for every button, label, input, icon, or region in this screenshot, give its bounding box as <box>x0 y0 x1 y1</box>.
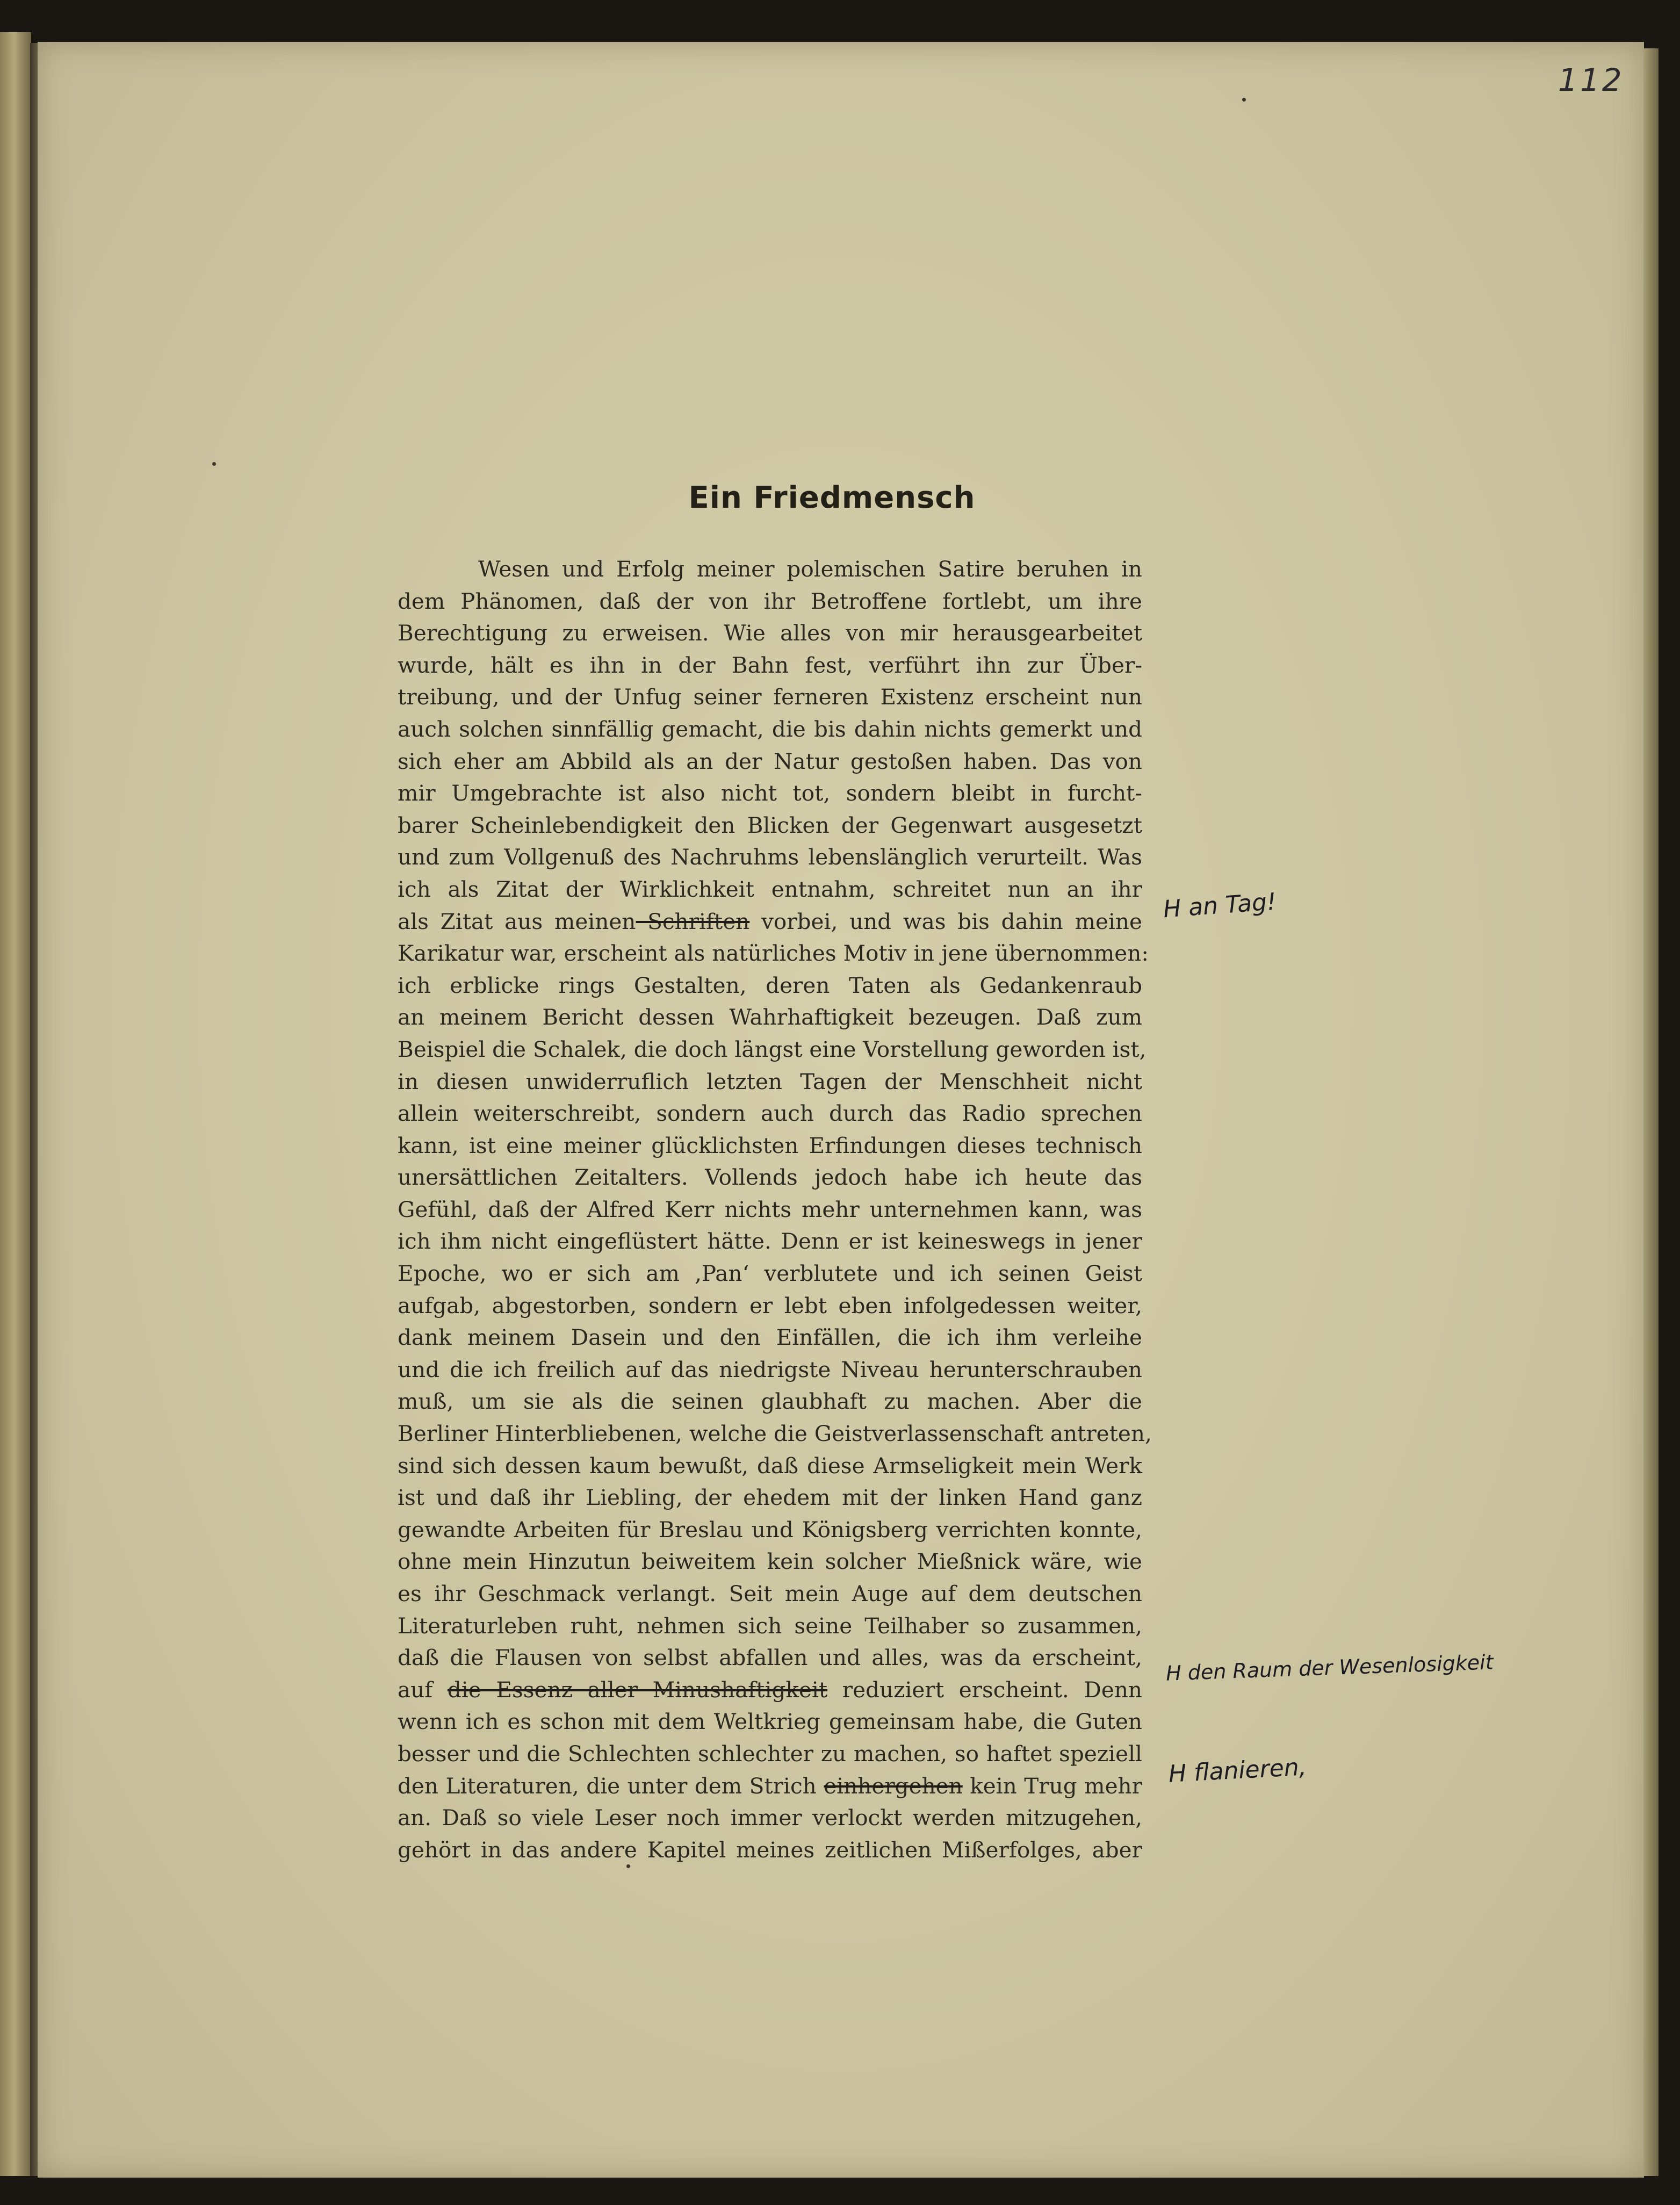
text-line: dank meinem Dasein und den Einfällen, die ich ihm verleihe <box>398 1324 1142 1351</box>
left-page-edge <box>0 32 31 2176</box>
title-text: Ein Friedmensch <box>688 480 976 515</box>
text-line: Gefühl, daß der Alfred Kerr nichts mehr unternehmen kann, was <box>398 1196 1142 1222</box>
text-line: mir Umgebrachte ist also nicht tot, sondern bleibt in furcht- <box>398 780 1142 806</box>
struck-out-text: die Essenz aller Minushaftigkeit <box>447 1676 828 1703</box>
marginal-note-3: H flanieren, <box>1167 1753 1307 1788</box>
text-line: es ihr Geschmack verlangt. Seit mein Auge auf dem deutschen <box>398 1581 1142 1606</box>
text-line: ich ihm nicht eingeflüstert hätte. Denn er ist keineswegs in jener <box>398 1228 1142 1255</box>
text-segment: auf <box>398 1676 448 1703</box>
text-line: barer Scheinlebendigkeit den Blicken der Gegenwart ausgesetzt <box>398 812 1142 838</box>
text-line: Beispiel die Schalek, die doch längst eine Vorstellung geworden ist, <box>398 1036 1147 1062</box>
text-line: aufgab, abgestorben, sondern er lebt eben infolgedessen weiter, <box>398 1292 1142 1318</box>
body-text <box>398 553 1152 1866</box>
text-line: unersättlichen Zeitalters. Vollends jedoch habe ich heute das <box>398 1164 1142 1191</box>
text-line: dem Phänomen, daß der von ihr Betroffene fortlebt, um ihre <box>398 588 1142 614</box>
text-line: in diesen unwiderruflich letzten Tagen der Menschheit nicht <box>398 1068 1142 1094</box>
text-line: und die ich freilich auf das niedrigste Niveau herunterschrauben <box>398 1356 1142 1382</box>
paper-speck <box>626 1864 630 1868</box>
text-line: Berechtigung zu erweisen. Wie alles von mir herausgearbeitet <box>398 620 1142 646</box>
text-line: Epoche, wo er sich am ‚Pan‘ verblutete und ich seinen Geist <box>398 1260 1142 1287</box>
right-page-edge <box>1643 48 1659 2176</box>
struck-out-text: Schriften <box>636 908 750 934</box>
paper-speck <box>1242 98 1246 102</box>
text-segment: reduziert erscheint. Denn <box>827 1676 1142 1703</box>
text-line: ich erblicke rings Gestalten, deren Taten als Gedankenraub <box>398 972 1142 998</box>
text-line: wenn ich es schon mit dem Weltkrieg gemeinsam habe, die Guten <box>398 1709 1142 1735</box>
text-line: wurde, hält es ihn in der Bahn fest, verführt ihn zur Über- <box>398 652 1142 678</box>
text-line <box>398 1770 1142 1803</box>
text-line: ist und daß ihr Liebling, der ehedem mit der linken Hand ganz <box>398 1485 1142 1511</box>
marginal-note-2: H den Raum der Wesenlosigkeit <box>1165 1650 1494 1685</box>
text-line: allein weiterschreibt, sondern auch durch das Radio sprechen <box>398 1100 1142 1127</box>
text-line: gewandte Arbeiten für Breslau und Königsberg verrichten konnte, <box>398 1516 1142 1543</box>
text-line: treibung, und der Unfug seiner ferneren Existenz erscheint nun <box>398 684 1142 710</box>
text-line: an meinem Bericht dessen Wahrhaftigkeit bezeugen. Daß zum <box>398 1004 1142 1031</box>
text-line: Karikatur war, erscheint als natürliches Motiv in jene übernommen: <box>398 940 1149 967</box>
text-line: Wesen und Erfolg meiner polemischen Satire beruhen in <box>478 556 1142 582</box>
page-number: 112 <box>1558 62 1624 98</box>
text-line: ohne mein Hinzutun beiweitem kein solcher Mießnick wäre, wie <box>398 1548 1142 1575</box>
text-line: muß, um sie als die seinen glaubhaft zu machen. Aber die <box>398 1388 1142 1415</box>
text-segment: den Literaturen, die unter dem Strich <box>398 1772 824 1799</box>
paper-speck <box>212 462 216 466</box>
text-line: auch solchen sinnfällig gemacht, die bis dahin nichts gemerkt und <box>398 716 1142 742</box>
text-line: kann, ist eine meiner glücklichsten Erfindungen dieses technisch <box>398 1132 1142 1158</box>
text-line: Literaturleben ruht, nehmen sich seine Teilhaber so zusammen, <box>398 1612 1142 1639</box>
text-line: ich als Zitat der Wirklichkeit entnahm, schreitet nun an ihr <box>398 876 1142 902</box>
text-line <box>398 906 1142 938</box>
marginal-note-1: H an Tag! <box>1162 888 1278 924</box>
text-line <box>398 1674 1142 1706</box>
text-line: besser und die Schlechten schlechter zu machen, so haftet speziell <box>398 1740 1142 1767</box>
text-line: sind sich dessen kaum bewußt, daß diese Armseligkeit mein Werk <box>398 1452 1142 1479</box>
text-line: sich eher am Abbild als an der Natur gestoßen haben. Das von <box>398 748 1142 774</box>
page-title <box>0 480 1680 515</box>
text-line: gehört in das andere Kapitel meines zeitlichen Mißerfolges, aber <box>398 1836 1142 1863</box>
text-line: Berliner Hinterbliebenen, welche die Geistverlassenschaft antreten, <box>398 1421 1152 1447</box>
text-line: und zum Vollgenuß des Nachruhms lebenslänglich verurteilt. Was <box>398 844 1142 870</box>
text-segment: kein Trug mehr <box>962 1772 1142 1799</box>
text-segment: vorbei, und was bis dahin meine <box>749 908 1142 934</box>
struck-out-text: einhergehen <box>824 1772 963 1799</box>
text-line: an. Daß so viele Leser noch immer verlockt werden mitzugehen, <box>398 1805 1142 1831</box>
text-line: daß die Flausen von selbst abfallen und alles, was da erscheint, <box>398 1645 1142 1671</box>
text-segment: als Zitat aus meinen <box>398 908 636 934</box>
